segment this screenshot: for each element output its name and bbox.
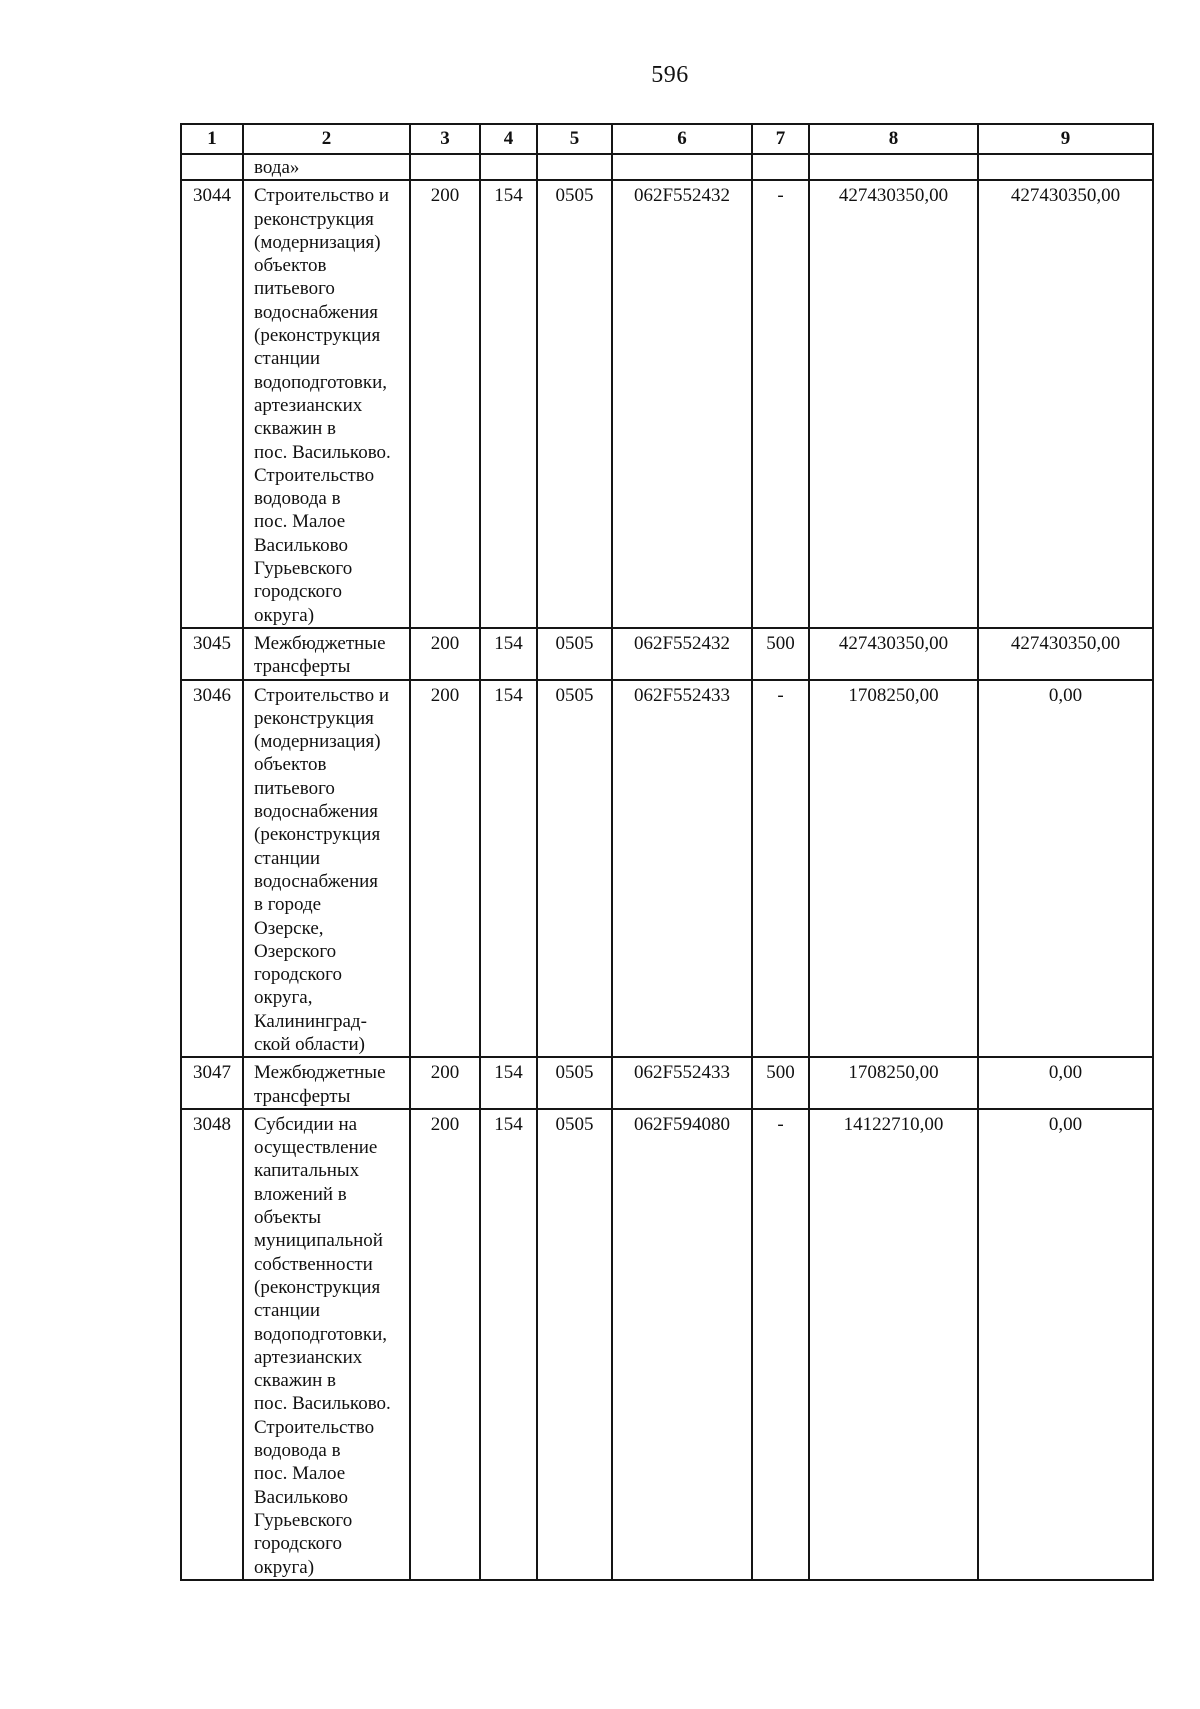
name-line: (реконструкция <box>254 824 381 846</box>
header-cell: 7 <box>752 124 809 154</box>
name-line: в городе <box>254 894 322 916</box>
col4-code: 154 <box>480 180 537 628</box>
empty-cell <box>612 154 752 180</box>
name-line: городского <box>254 964 342 986</box>
name-line: артезианских <box>254 394 363 416</box>
name-line: ской области) <box>254 1033 365 1055</box>
header-cell: 5 <box>537 124 612 154</box>
header-cell: 2 <box>243 124 410 154</box>
name-line: Гурьевского <box>254 1509 353 1531</box>
name-line: (модернизация) <box>254 231 381 253</box>
name-line: (реконструкция <box>254 1276 381 1298</box>
row-number: 3044 <box>181 180 243 628</box>
amount-col8: 1708250,00 <box>809 1057 978 1109</box>
col4-code: 154 <box>480 680 537 1058</box>
col4-code: 154 <box>480 628 537 680</box>
continuation-text: вода» <box>243 154 410 180</box>
col6-code: 062F552432 <box>612 180 752 628</box>
empty-cell <box>410 154 480 180</box>
name-line: станции <box>254 1300 321 1322</box>
name-line: водоснабжения <box>254 301 379 323</box>
name-line: Межбюджетные <box>254 1062 386 1084</box>
col5-code: 0505 <box>537 680 612 1058</box>
row-name <box>243 180 410 628</box>
table-row <box>181 180 1153 628</box>
empty-cell <box>809 154 978 180</box>
name-line: Строительство и <box>254 185 390 207</box>
col6-code: 062F594080 <box>612 1109 752 1580</box>
amount-col9: 0,00 <box>978 1057 1153 1109</box>
name-line: пос. Васильково. <box>254 441 391 463</box>
name-line: водоснабжения <box>254 801 379 823</box>
amount-col9: 427430350,00 <box>978 180 1153 628</box>
name-line: водовода в <box>254 488 341 510</box>
name-line: объектов <box>254 754 327 776</box>
table-row <box>181 1109 1153 1580</box>
name-line: капитальных <box>254 1160 360 1182</box>
name-line: водовода в <box>254 1440 341 1462</box>
name-line: Субсидии на <box>254 1113 358 1135</box>
amount-col8: 1708250,00 <box>809 680 978 1058</box>
table-row <box>181 1057 1153 1109</box>
name-line: водоподготовки, <box>254 1323 387 1345</box>
name-line: Гурьевского <box>254 558 353 580</box>
col5-code: 0505 <box>537 1109 612 1580</box>
name-line: Калининград- <box>254 1010 367 1032</box>
name-line: водоподготовки, <box>254 371 387 393</box>
table-row <box>181 680 1153 1058</box>
col6-code: 062F552433 <box>612 1057 752 1109</box>
row-name <box>243 1109 410 1580</box>
row-number: 3045 <box>181 628 243 680</box>
name-line: округа) <box>254 604 315 626</box>
name-line: объекты <box>254 1207 322 1229</box>
name-line: пос. Васильково. <box>254 1393 391 1415</box>
continuation-row <box>181 154 1153 180</box>
row-number: 3047 <box>181 1057 243 1109</box>
header-row <box>181 124 1153 154</box>
name-line: Строительство <box>254 1416 375 1438</box>
name-line: городского <box>254 1533 342 1555</box>
empty-cell <box>480 154 537 180</box>
name-line: Межбюджетные <box>254 632 386 654</box>
budget-table <box>180 123 1154 1581</box>
row-name <box>243 680 410 1058</box>
name-line: станции <box>254 348 321 370</box>
name-line: городского <box>254 581 342 603</box>
name-line: станции <box>254 847 321 869</box>
row-number: 3048 <box>181 1109 243 1580</box>
col7-code: 500 <box>752 1057 809 1109</box>
name-line: водоснабжения <box>254 870 379 892</box>
amount-col9: 0,00 <box>978 1109 1153 1580</box>
col7-code: - <box>752 1109 809 1580</box>
header-cell: 8 <box>809 124 978 154</box>
name-line: объектов <box>254 255 327 277</box>
col5-code: 0505 <box>537 628 612 680</box>
amount-col9: 0,00 <box>978 680 1153 1058</box>
header-cell: 1 <box>181 124 243 154</box>
col6-code: 062F552433 <box>612 680 752 1058</box>
table-body <box>181 124 1153 1580</box>
page-number: 596 <box>651 62 689 88</box>
empty-cell <box>978 154 1153 180</box>
row-name <box>243 1057 410 1109</box>
name-line: скважин в <box>254 418 337 440</box>
name-line: округа) <box>254 1556 315 1578</box>
name-line: питьевого <box>254 777 335 799</box>
col4-code: 154 <box>480 1057 537 1109</box>
col7-code: - <box>752 680 809 1058</box>
name-line: трансферты <box>254 1085 351 1107</box>
name-line: (реконструкция <box>254 325 381 347</box>
row-number: 3046 <box>181 680 243 1058</box>
col4-code: 154 <box>480 1109 537 1580</box>
name-line: реконструкция <box>254 707 374 729</box>
col7-code: - <box>752 180 809 628</box>
name-line: округа, <box>254 987 313 1009</box>
name-line: трансферты <box>254 656 351 678</box>
amount-col8: 427430350,00 <box>809 180 978 628</box>
header-cell: 3 <box>410 124 480 154</box>
name-line: реконструкция <box>254 208 374 230</box>
name-line: (модернизация) <box>254 731 381 753</box>
col5-code: 0505 <box>537 1057 612 1109</box>
name-line: скважин в <box>254 1370 337 1392</box>
name-line: Васильково <box>254 1486 348 1508</box>
table-row <box>181 628 1153 680</box>
header-cell: 4 <box>480 124 537 154</box>
col3-code: 200 <box>410 180 480 628</box>
amount-col8: 427430350,00 <box>809 628 978 680</box>
name-line: муниципальной <box>254 1230 383 1252</box>
col3-code: 200 <box>410 1057 480 1109</box>
col3-code: 200 <box>410 628 480 680</box>
name-line: собственности <box>254 1253 373 1275</box>
name-line: питьевого <box>254 278 335 300</box>
header-cell: 6 <box>612 124 752 154</box>
name-line: Озерского <box>254 940 337 962</box>
amount-col9: 427430350,00 <box>978 628 1153 680</box>
name-line: Строительство и <box>254 684 390 706</box>
name-line: Строительство <box>254 464 375 486</box>
col7-code: 500 <box>752 628 809 680</box>
name-line: осуществление <box>254 1137 378 1159</box>
amount-col8: 14122710,00 <box>809 1109 978 1580</box>
name-line: вложений в <box>254 1183 347 1205</box>
empty-cell <box>537 154 612 180</box>
header-cell: 9 <box>978 124 1153 154</box>
name-line: пос. Малое <box>254 1463 346 1485</box>
empty-cell <box>752 154 809 180</box>
col6-code: 062F552432 <box>612 628 752 680</box>
name-line: артезианских <box>254 1346 363 1368</box>
row-name <box>243 628 410 680</box>
name-line: пос. Малое <box>254 511 346 533</box>
col5-code: 0505 <box>537 180 612 628</box>
name-line: Васильково <box>254 534 348 556</box>
empty-cell <box>181 154 243 180</box>
name-line: Озерске, <box>254 917 324 939</box>
col3-code: 200 <box>410 680 480 1058</box>
col3-code: 200 <box>410 1109 480 1580</box>
